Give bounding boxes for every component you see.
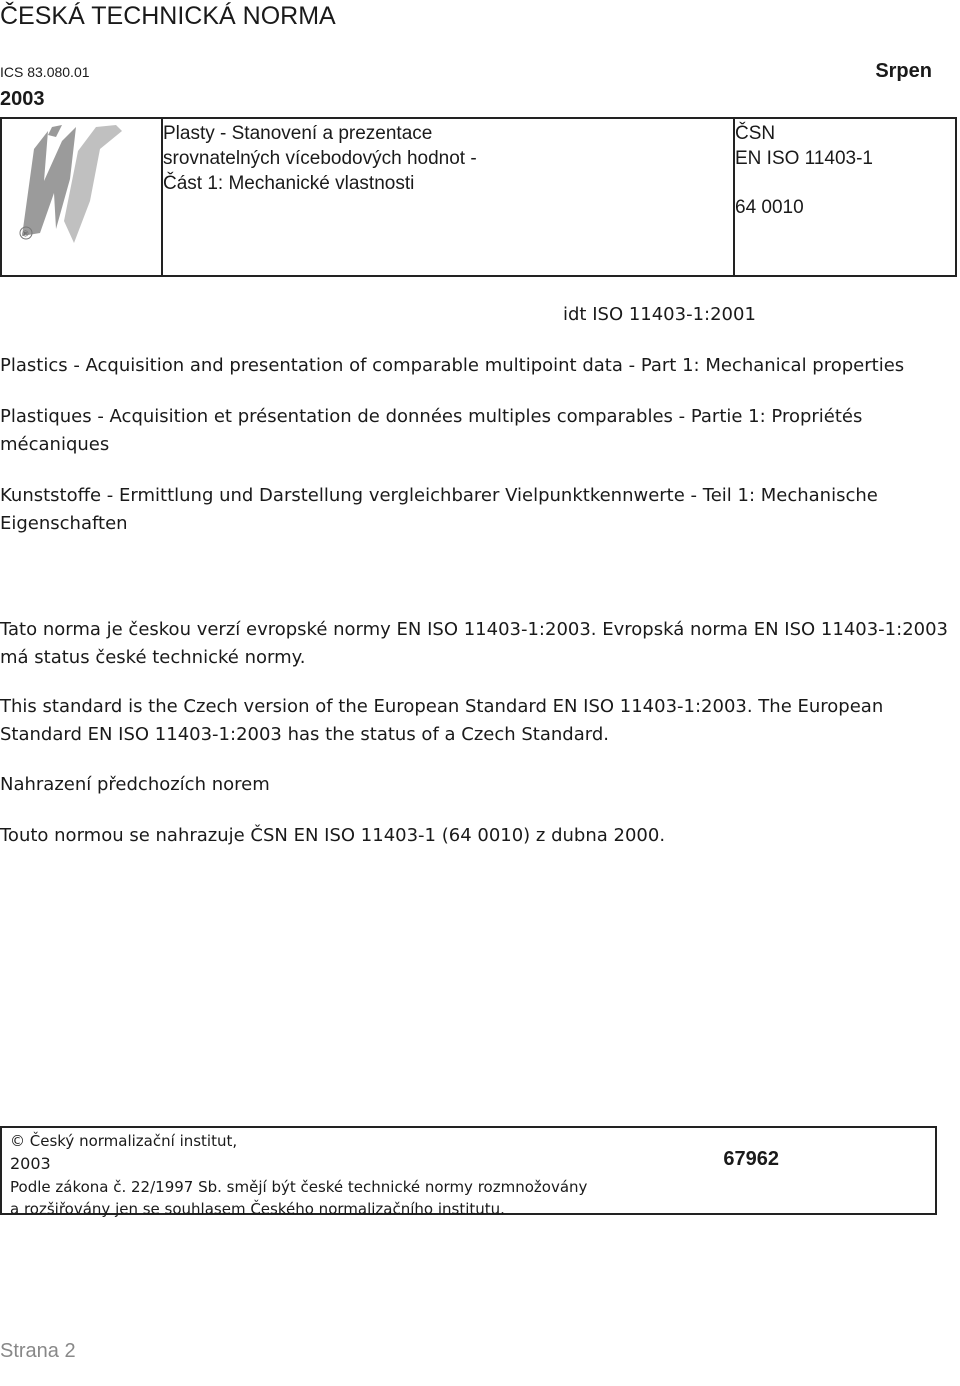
- czech-title-cell: [163, 119, 735, 275]
- issue-month: Srpen: [875, 60, 932, 82]
- czech-title-line: Plasty - Stanovení a prezentace: [163, 123, 433, 144]
- document-number: 67962: [723, 1148, 779, 1170]
- page-number: Strana 2: [0, 1340, 76, 1362]
- german-title: Kunststoffe - Ermittlung und Darstellung vergleichbarer Vielpunktkennwerte - Teil 1: Mechanische Eigenschaften: [0, 485, 878, 534]
- copyright-box: [0, 1126, 937, 1218]
- english-title: Plastics - Acquisition and presentation of comparable multipoint data - Part 1: Mechanical properties: [0, 355, 905, 376]
- csni-logo-icon: [4, 121, 154, 271]
- issue-year: 2003: [0, 88, 45, 110]
- class-code: 64 0010: [735, 197, 804, 218]
- identity-note: idt ISO 11403-1:2001: [563, 304, 756, 325]
- designation-line: ČSN: [735, 123, 776, 144]
- czech-title: [163, 119, 733, 196]
- copyright-institute: © Český normalizační institut,: [10, 1132, 238, 1150]
- czech-title-line: srovnatelných vícebodových hodnot -: [163, 148, 477, 169]
- copyright-year: 2003: [10, 1154, 51, 1173]
- french-title: Plastiques - Acquisition et présentation de données multiples comparables - Partie 1: Propriétés mécaniques: [0, 406, 863, 455]
- replacement-heading: Nahrazení předchozích norem: [0, 774, 270, 795]
- replacement-text: Touto normou se nahrazuje ČSN EN ISO 11403-1 (64 0010) z dubna 2000.: [0, 825, 666, 846]
- czech-title-line: Část 1: Mechanické vlastnosti: [163, 173, 415, 194]
- designation-line: EN ISO 11403-1: [735, 148, 874, 169]
- logo-cell: [2, 119, 163, 275]
- document-heading: ČESKÁ TECHNICKÁ NORMA: [0, 2, 336, 30]
- copyright-consent-line: a rozšiřovány jen se souhlasem Českého normalizačního institutu.: [10, 1200, 505, 1218]
- czech-statement: Tato norma je českou verzí evropské normy EN ISO 11403-1:2003. Evropská norma EN ISO 11403-1:2003 má status české technické normy.: [0, 619, 949, 668]
- ics-code: ICS 83.080.01: [0, 64, 90, 80]
- copyright-law-line: Podle zákona č. 22/1997 Sb. smějí být české technické normy rozmnožovány: [10, 1178, 588, 1196]
- english-statement: This standard is the Czech version of the European Standard EN ISO 11403-1:2003. The European Standard EN ISO 11403-1:2003 has the status of a Czech Standard.: [0, 696, 884, 745]
- standard-info-box: [0, 117, 957, 277]
- registered-mark: ®: [22, 229, 29, 239]
- designation-cell: [735, 119, 955, 275]
